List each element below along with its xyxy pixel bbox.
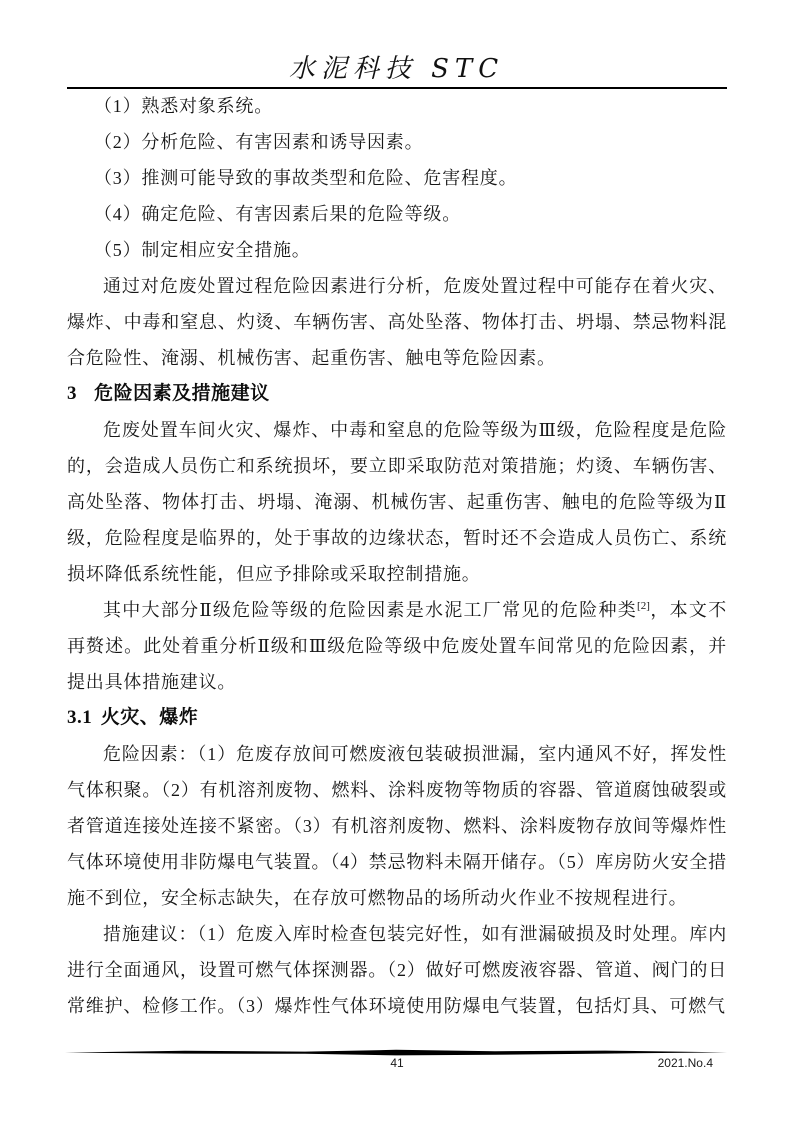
- section-3-1-heading: [67, 700, 727, 736]
- section-3-1-title: 火灾、爆炸: [100, 707, 199, 728]
- footer: [67, 1056, 727, 1074]
- paragraph-2-text-after-citation: ，本文不再赘述。此处着重分析Ⅱ级和Ⅲ级危险等级中危废处置车间常见的危险因素，并提出具体措施建议。: [67, 600, 727, 692]
- step-item-1: （1）熟悉对象系统。: [94, 96, 273, 116]
- step-item-2: （2）分析危险、有害因素和诱导因素。: [94, 132, 424, 152]
- section-3-1-number: 3.1: [67, 707, 93, 728]
- page-number: 41: [390, 1056, 404, 1070]
- section-3-title: 危险因素及措施建议: [94, 383, 270, 404]
- paragraph-2-text-before-citation: 其中大部分Ⅱ级危险等级的危险因素是水泥工厂常见的危险种类: [103, 600, 638, 620]
- step-item-4: （4）确定危险、有害因素后果的危险等级。: [94, 204, 461, 224]
- section-3-paragraph-1: 危废处置车间火灾、爆炸、中毒和窒息的危险等级为Ⅲ级，危险程度是危险的，会造成人员伤亡和系统损坏，要立即采取防范对策措施；灼烫、车辆伤害、高处坠落、物体打击、坍塌、淹溺、机械伤害、起重伤害、触电的危险等级为Ⅱ级，危险程度是临界的，处于事故的边缘状态，暂时还不会造成人员伤亡、系统损坏降低系统性能，但应予排除或采取控制措施。: [67, 420, 727, 584]
- citation-marker: [2]: [637, 600, 650, 612]
- hazards-paragraph: 危险因素：（1）危废存放间可燃废液包装破损泄漏，室内通风不好，挥发性气体积聚。（2）有机溶剂废物、燃料、涂料废物等物质的容器、管道腐蚀破裂或者管道连接处连接不紧密。（3）有机溶剂废物、燃料、涂料废物存放间等爆炸性气体环境使用非防爆电气装置。（4）禁忌物料未隔开储存。（5）库房防火安全措施不到位，安全标志缺失，在存放可燃物品的场所动火作业不按规程进行。: [67, 744, 727, 908]
- footer-rule: [65, 1049, 727, 1056]
- section-3-number: 3: [67, 383, 77, 404]
- article-body: [67, 88, 727, 1024]
- measures-paragraph: 措施建议：（1）危废入库时检查包装完好性，如有泄漏破损及时处理。库内进行全面通风，设置可燃气体探测器。（2）做好可燃废液容器、管道、阀门的日常维护、检修工作。（3）爆炸性气体环境使用防爆电气装置，包括灯具、可燃气: [67, 924, 727, 1016]
- section-3-paragraph-2: [67, 592, 727, 700]
- issue-label: 2021.No.4: [657, 1056, 713, 1070]
- step-item-3: （3）推测可能导致的事故类型和危险、危害程度。: [94, 168, 518, 188]
- journal-title: 水泥科技 STC: [288, 54, 505, 84]
- summary-paragraph: 通过对危废处置过程危险因素进行分析，危废处置过程中可能存在着火灾、爆炸、中毒和窒息、灼烫、车辆伤害、高处坠落、物体打击、坍塌、禁忌物料混合危险性、淹溺、机械伤害、起重伤害、触电等危险因素。: [67, 276, 727, 368]
- section-3-heading: [67, 376, 727, 412]
- step-item-5: （5）制定相应安全措施。: [94, 240, 311, 260]
